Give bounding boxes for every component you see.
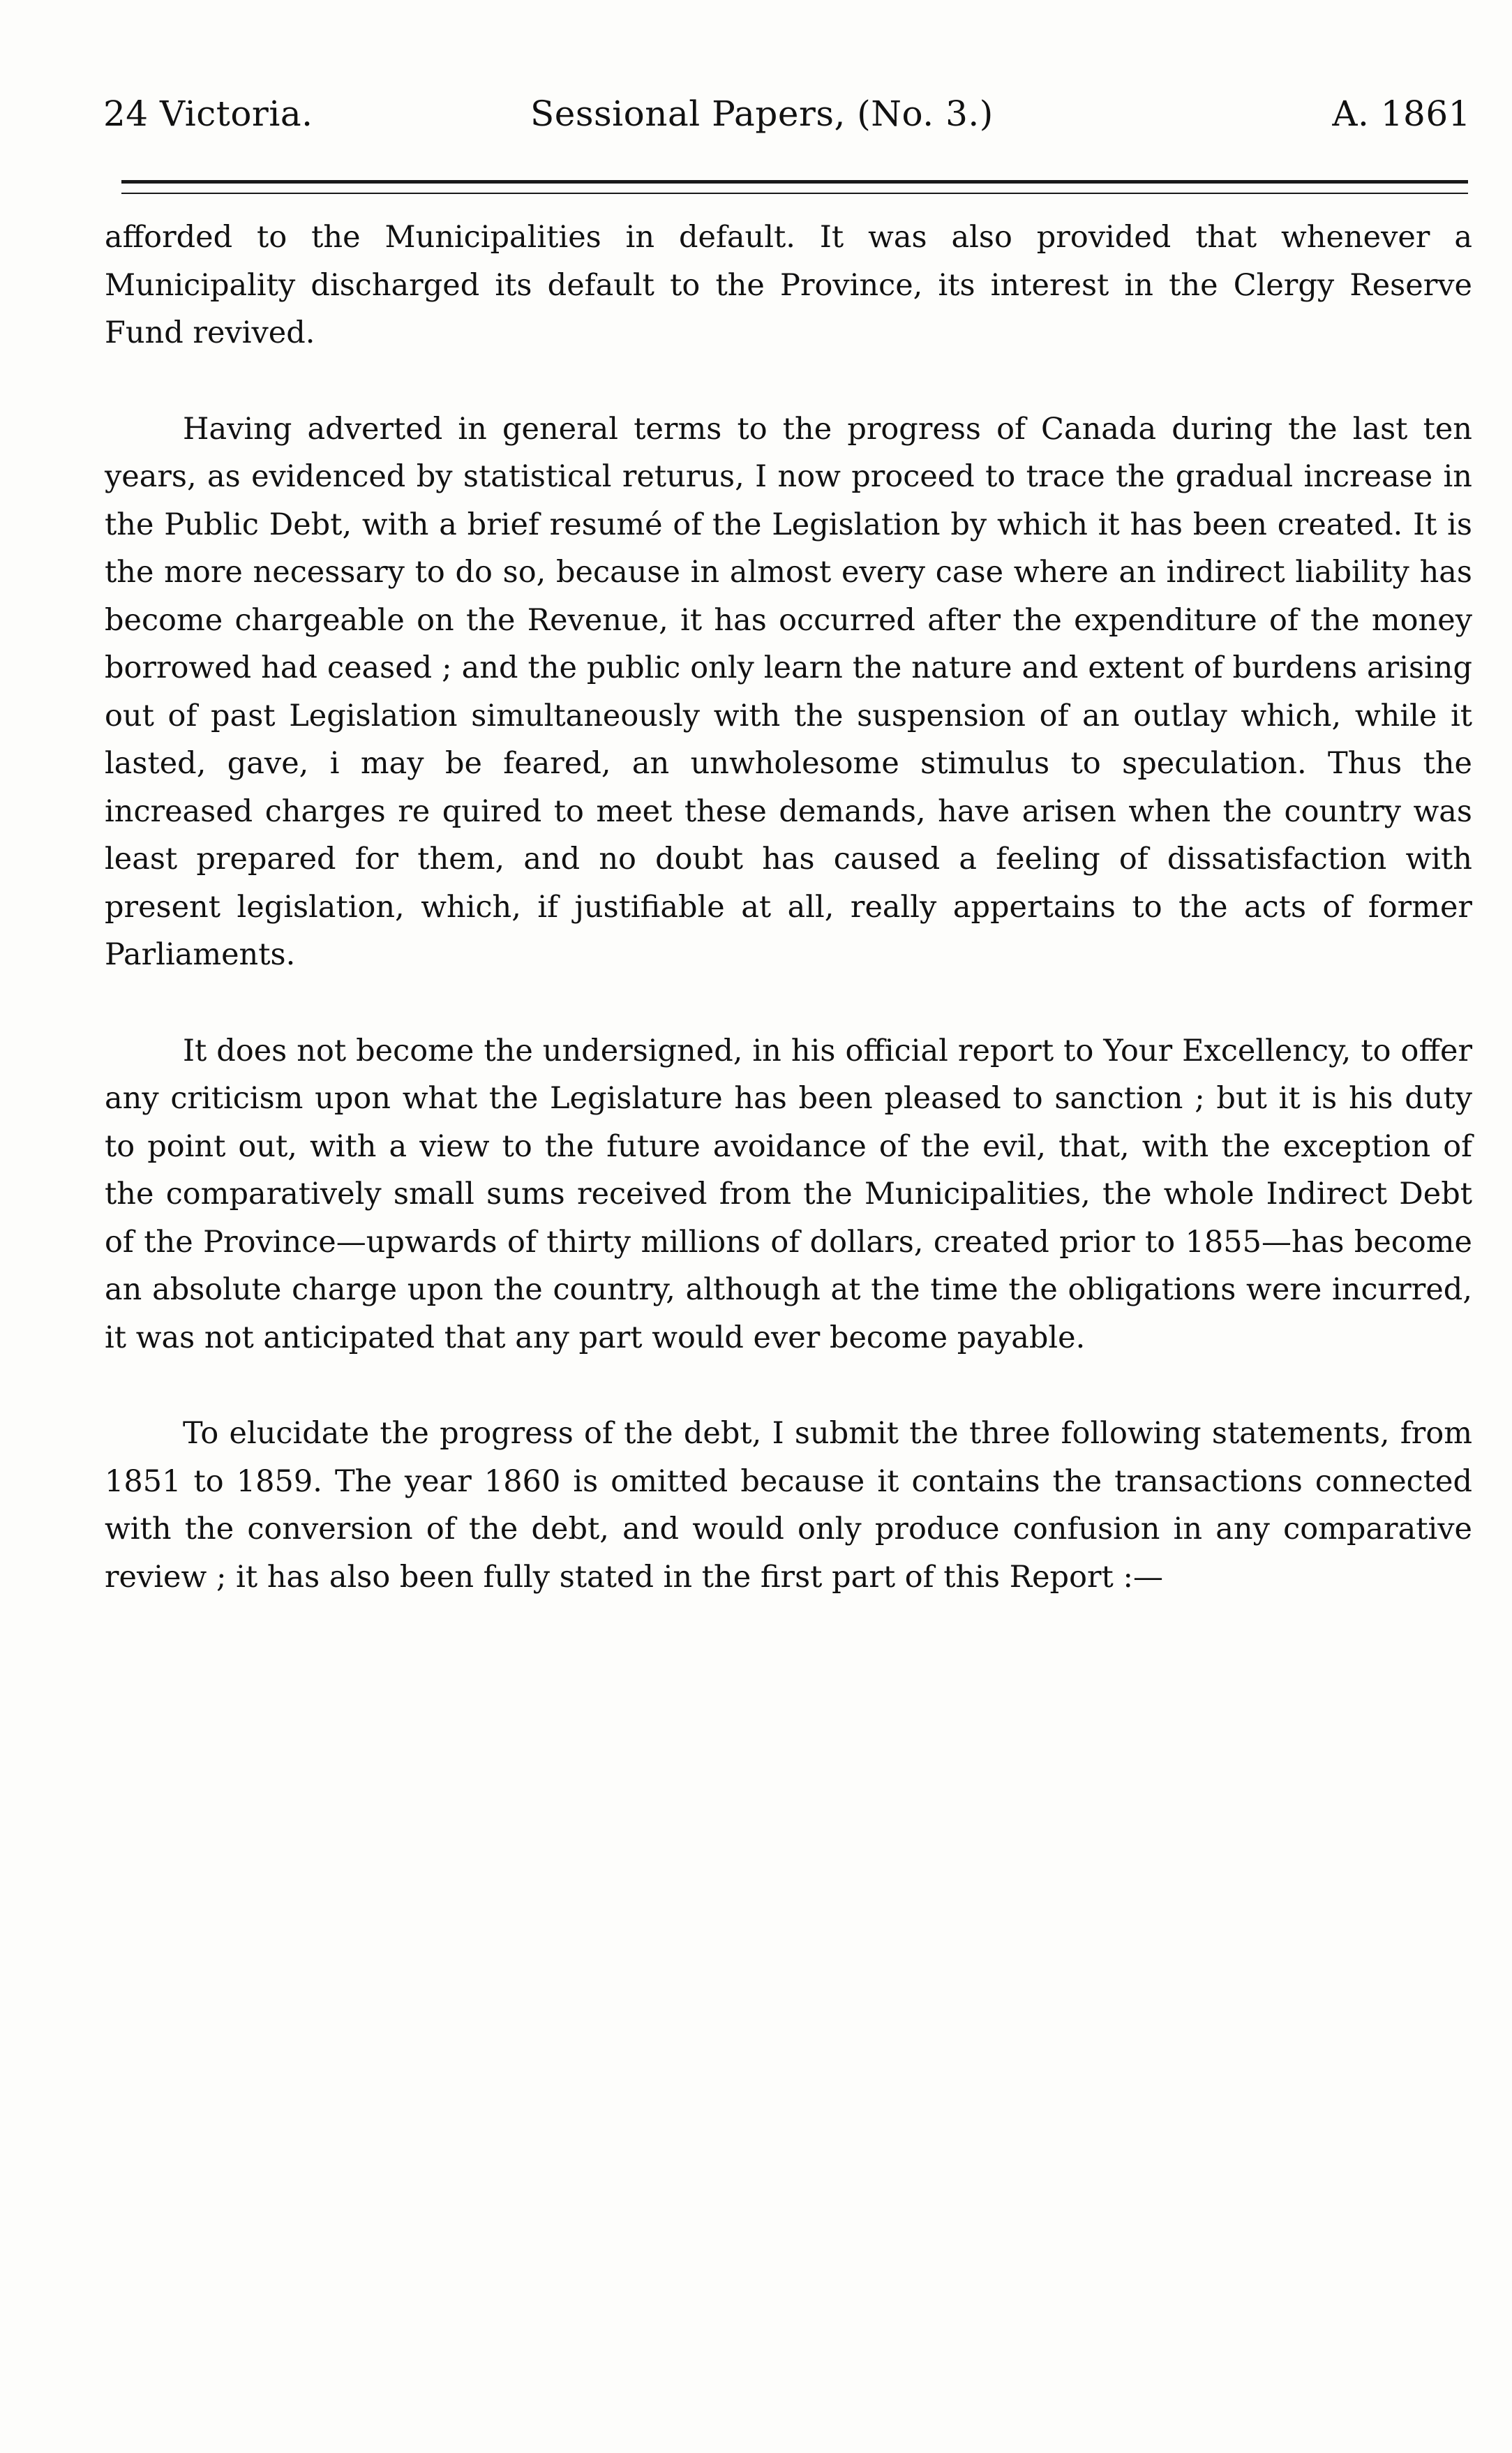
running-header	[103, 82, 1471, 145]
header-rule-thin	[121, 193, 1468, 194]
header-year: A. 1861	[1332, 94, 1471, 134]
paragraph-continuation: afforded to the Municipalities in default. It was also provided that whenever a Municipality discharged its default to the Province, its interest in the Clergy Reserve Fund revived.	[105, 220, 1472, 350]
paragraph-progress-of-canada: Having adverted in general terms to the progress of Canada during the last ten years, as evidenced by statistical returus, I now proceed to trace the gradual increase in the Public Debt, with a brief resumé of the Legislation by which it has been created. It is the more necessary to do so, because in almost every case where an indirect liability has become chargeable on the Revenue, it has occurred after the expenditure of the money borrowed had ceased ; and the public only learn the nature and extent of burdens arising out of past Legislation simultaneously with the suspension of an outlay which, while it lasted, gave, i may be feared, an unwholesome stimulus to speculation. Thus the increased charges re quired to meet these demands, have arisen when the country was least prepared for them, and no doubt has caused a feeling of dissatisfaction with present legislation, which, if justifiable at all, really appertains to the acts of former Parliaments.	[105, 411, 1472, 972]
paragraph-indirect-debt: It does not become the undersigned, in his official report to Your Excellency, to offer any criticism upon what the Legislature has been pleased to sanction ; but it is his duty to point out, with a view to the future avoidance of the evil, that, with the exception of the comparatively small sums received from the Municipalities, the whole Indirect Debt of the Province—upwards of thirty millions of dollars, created prior to 1855—has become an absolute charge upon the country, although at the time the obligations were incurred, it was not anticipated that any part would ever become payable.	[105, 1033, 1472, 1355]
body-text	[105, 214, 1472, 1601]
header-rule-thick	[121, 180, 1468, 184]
header-title: Sessional Papers, (No. 3.)	[530, 94, 994, 134]
header-volume: 24 Victoria.	[103, 94, 313, 134]
paragraph-statements-intro: To elucidate the progress of the debt, I submit the three following statements, from 1851 to 1859. The year 1860 is omitted because it contains the transactions connected with the conversion of the debt, and would only produce confusion in any comparative review ; it has also been fully stated in the first part of this Report :—	[105, 1416, 1472, 1595]
